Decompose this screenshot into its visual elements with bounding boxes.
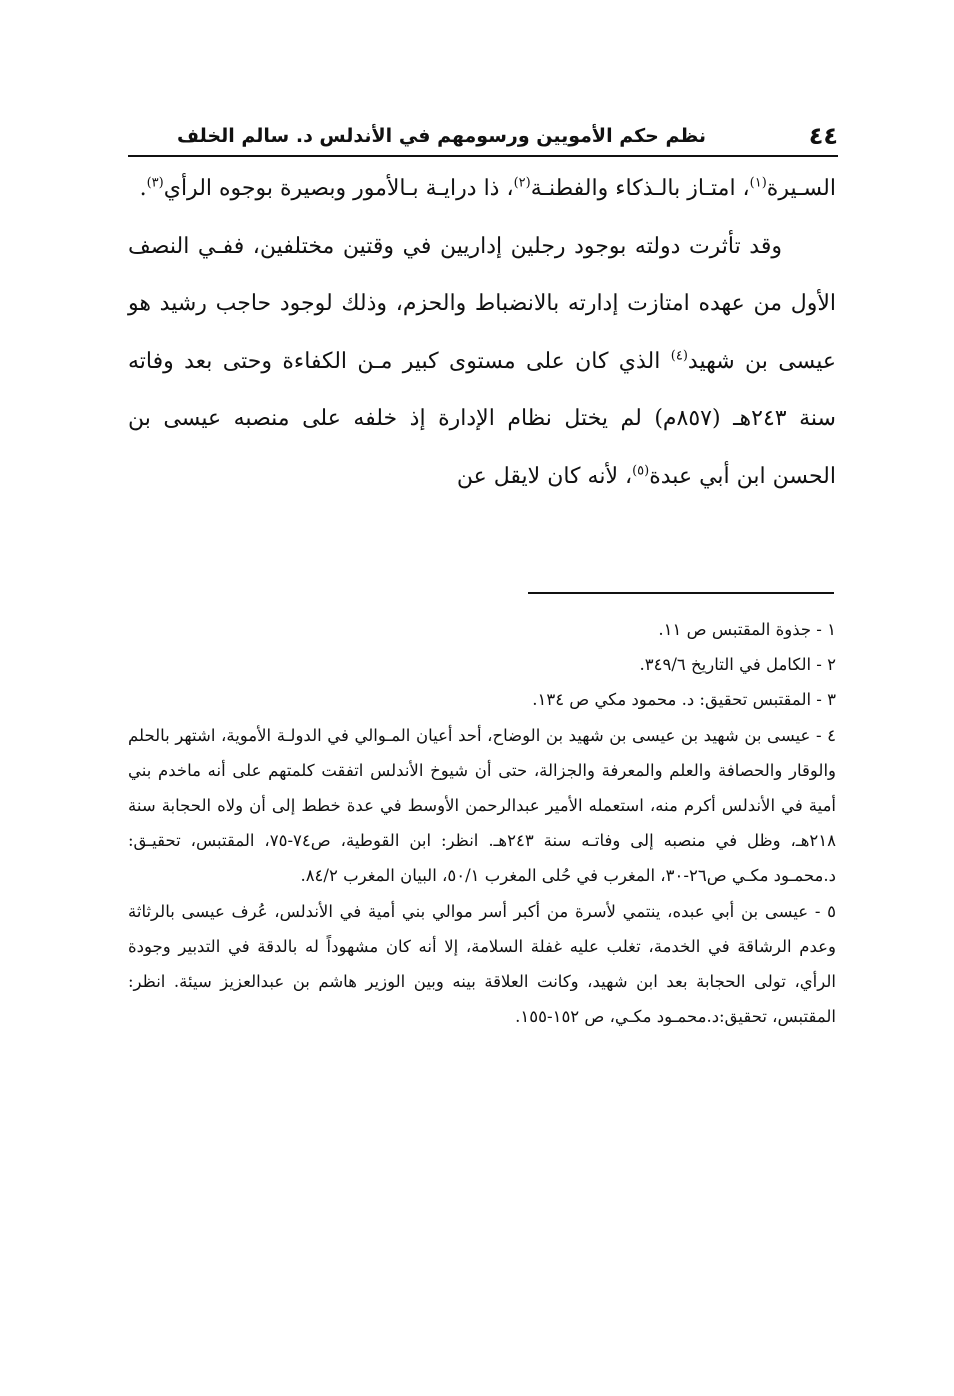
text-run: . <box>139 176 147 201</box>
text-run: ، ذا درايـة بـالأمور وبصيرة بوجوه الرأي <box>163 176 514 201</box>
text-run: ، لأنه كان لايقل عن <box>456 463 633 489</box>
footnote-ref-5: (٥) <box>632 463 650 479</box>
paragraph-2 <box>128 218 836 506</box>
text-run: السـيرة <box>766 176 836 201</box>
footnote-5: ٥ - عيسى بن أبي عبده، ينتمي لأسرة من أكبر أسر موالي بني أمية في الأندلس، عُرف عيسى بالرثاثة وعدم الرشاقة في الخدمة، تغلب عليه غفلة السلامة، إلا أنه كان مشهوداً له بالدقة في التدبير وجودة الرأي، تولى الحجابة بعد ابن شهيد، وكانت العلاقة بينه وبين الوزير هاشم بن عبدالعزيز سيئة. انظر: المقتبس، تحقيق:د.محمـود مكـي، ص ١٥٢-١٥٥. <box>128 901 836 1027</box>
body-text <box>128 160 836 505</box>
text-run: ، امتـاز بالـذكاء والفطنـة <box>530 176 750 201</box>
footnote-1: ١ - جذوة المقتبس ص ١١. <box>658 620 836 639</box>
footnote-ref-1: (١) <box>749 175 767 191</box>
paragraph-1 <box>128 160 836 218</box>
footnote-ref-4: (٤) <box>670 348 688 364</box>
text-run: الذي كان على مستوى كبير مـن الكفاءة وحتى بعد وفاته سنة ٢٤٣هـ (٨٥٧م) لم يختل نظام الإدارة إذ خلفه على منصبه عيسى بن الحسن ابن أبي عبدة <box>128 348 836 489</box>
footnote-2: ٢ - الكامل في التاريخ ٣٤٩/٦. <box>639 655 836 675</box>
running-title: نظم حكم الأمويين ورسومهم في الأندلس د. سالم الخلف <box>177 125 706 147</box>
footnote-4: ٤ - عيسى بن شهيد بن عيسى بن شهيد بن الوضاح، أحد أعيان المـوالي في الدولـة الأموية، اشتهر بالحلم والوقار والحصافة والعلم والمعرفة والجزالة، حتى أن شيوخ الأندلس اتفقت كلمتهم على أنه ماخدم بني أمية في الأندلس أكرم منه، استعمله الأمير عبدالرحمن الأوسط في عدة خطط إلى أن ولاه الحجابة سنة ٢١٨هـ، وظل في منصبه إلى وفاتـه سنة ٢٤٣هـ. انظر: ابن القوطية، ص٧٤-٧٥، المقتبس، تحقيـق: د.محمـود مكـي ص٢٦-٣٠، المغرب في حُلى المغرب ٥٠/١، البيان المغرب ٨٤/٢. <box>128 725 837 886</box>
footnote-ref-2: (٢) <box>513 175 531 191</box>
page-header <box>128 118 838 154</box>
footnote-separator <box>528 592 834 594</box>
footnotes <box>128 612 836 1034</box>
footnote-ref-3: (٣) <box>146 175 164 191</box>
header-rule <box>128 155 838 157</box>
text-run: وقد تأثرت دولته بوجود رجلين إداريين في وقتين مختلفين، ففـي النصف الأول من عهده امتازت إدارته بالانضباط والحزم، وذلك لوجود حاجب رشيد هو عيسى بن شهيد <box>128 233 836 374</box>
page-number: ٤٤ <box>808 122 838 150</box>
footnote-3: ٣ - المقتبس تحقيق: د. محمود مكي ص ١٣٤. <box>532 690 836 710</box>
